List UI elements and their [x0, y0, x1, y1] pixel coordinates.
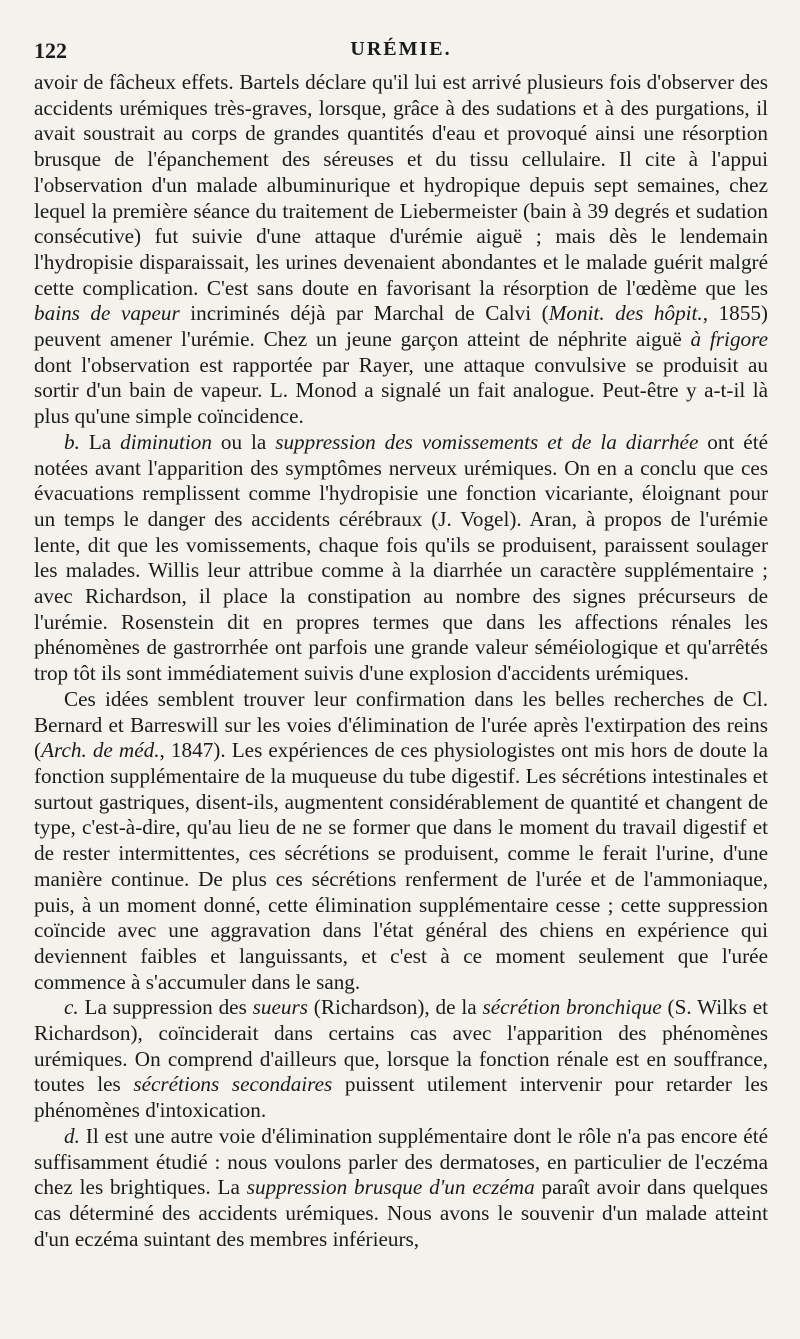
italic-text: suppression brusque d'un eczéma [246, 1175, 535, 1200]
italic-text: sécrétions secondaires [133, 1072, 333, 1097]
text-run: , 1855) peuvent amener l'urémie. Chez un jeune garçon atteint de néphrite aiguë [34, 301, 768, 352]
text-run: La suppression des [78, 995, 253, 1020]
paragraph [34, 70, 768, 430]
paragraph [34, 995, 768, 1124]
italic-text: suppression des vomissements et de la diarrhée [275, 429, 699, 454]
paragraph [34, 430, 768, 687]
text-run: ou la [211, 429, 276, 454]
text-run: (S. Wilks et Richardson), coïnciderait dans certains cas avec l'apparition des phénomènes urémiques. On comprend d'ailleurs que, lorsque la fonction rénale est en souffrance, toutes les [34, 995, 769, 1097]
paragraph [34, 687, 768, 995]
italic-text: sécrétion bronchique [482, 995, 662, 1020]
italic-text: Arch. de méd. [41, 738, 160, 763]
text-run: puissent utilement intervenir pour retarder les phénomènes d'intoxication. [34, 1072, 768, 1123]
italic-text: d. [64, 1123, 80, 1148]
text-run: incriminés déjà par Marchal de Calvi ( [179, 301, 549, 326]
italic-text: Monit. des hôpit. [548, 301, 703, 326]
italic-text: à frigore [690, 327, 768, 352]
italic-text: c. [64, 995, 79, 1020]
italic-text: sueurs [252, 995, 308, 1020]
text-run: Ces idées semblent trouver leur confirmation dans les belles recherches de Cl. Bernard et Barreswill sur les voies d'élimination de l'urée après l'extirpation des reins ( [34, 686, 768, 763]
italic-text: bains de vapeur [34, 301, 180, 326]
text-run: ont été notées avant l'apparition des symptômes nerveux urémiques. On en a conclu que ces évacuations remplissent comme l'hydropisie une fonction vicariante, éloignant pour un temps le danger des accidents cérébraux (J. Vogel). Aran, à propos de l'urémie lente, dit que les vomissements, chaque fois qu'ils se produisent, paraissent soulager les malades. Willis leur attribue comme à la diarrhée un caractère supplémentaire ; avec Richardson, il place la constipation au nombre des signes précurseurs de l'urémie. Rosenstein dit en propres termes que dans les affections rénales les phénomènes de gastrorrhée ont parfois une grande valeur séméiologique et qu'arrêtés trop tôt ils sont immédiatement suivis d'une explosion d'accidents urémiques. [34, 429, 769, 686]
running-title: URÉMIE. [350, 38, 452, 60]
text-run: Il est une autre voie d'élimination supplémentaire dont le rôle n'a pas encore été suffisamment étudié : nous voulons parler des dermatoses, en particulier de l'eczéma chez les brightiques. La [34, 1123, 768, 1200]
italic-text: diminution [120, 429, 212, 454]
text-run: , 1847). Les expériences de ces physiologistes ont mis hors de doute la fonction supplémentaire de la muqueuse du tube digestif. Les sécrétions intestinales et surtout gastriques, disent-ils, augmentent considérablement de quantité et changent de type, c'est-à-dire, qu'au lieu de ne se former que dans le moment du travail digestif et de rester intermittentes, ces sécrétions se produisent, comme le ferait l'urine, d'une manière continue. De plus ces sécrétions renferment de l'urée et de l'ammoniaque, puis, à un moment donné, cette élimination supplémentaire cesse ; cette suppression coïncide avec une aggravation dans l'état général des chiens en expérience qui deviennent faibles et languissants, et c'est à ce moment seulement que l'urée commence à s'accumuler dans le sang. [34, 738, 768, 994]
text-run: paraît avoir dans quelques cas déterminé des accidents urémiques. Nous avons le souvenir d'un malade atteint d'un eczéma suintant des membres inférieurs, [34, 1175, 769, 1251]
text-run: avoir de fâcheux effets. Bartels déclare qu'il lui est arrivé plusieurs fois d'observer des accidents urémiques très-graves, lorsque, grâce à des sudations et à des purgations, il avait soustrait au corps de grandes quantités d'eau et provoqué ainsi une résorption brusque de l'épanchement des séreuses et du tissu cellulaire. Il cite à l'appui l'observation d'un malade albuminurique et hydropique depuis sept semaines, chez lequel la première séance du traitement de Liebermeister (bain à 39 degrés et sudation consécutive) fut suivie d'une attaque d'urémie aiguë ; mais dès le lendemain l'hydropisie disparaissait, les urines devenaient abondantes et le malade guérit malgré cette complication. C'est sans doute en favorisant la résorption de l'œdème que les [34, 70, 768, 300]
body-text [34, 70, 768, 1252]
text-run: La [79, 429, 121, 454]
text-run: (Richardson), de la [307, 995, 483, 1020]
italic-text: b. [64, 429, 80, 454]
paragraph [34, 1124, 768, 1253]
page-number: 122 [34, 38, 67, 63]
page-header [34, 30, 768, 70]
text-run: dont l'observation est rapportée par Rayer, une attaque convulsive se produisit au sortir d'un bain de vapeur. L. Monod a signalé un fait analogue. Peut-être y a-t-il là plus qu'une simple coïncidence. [34, 352, 768, 429]
